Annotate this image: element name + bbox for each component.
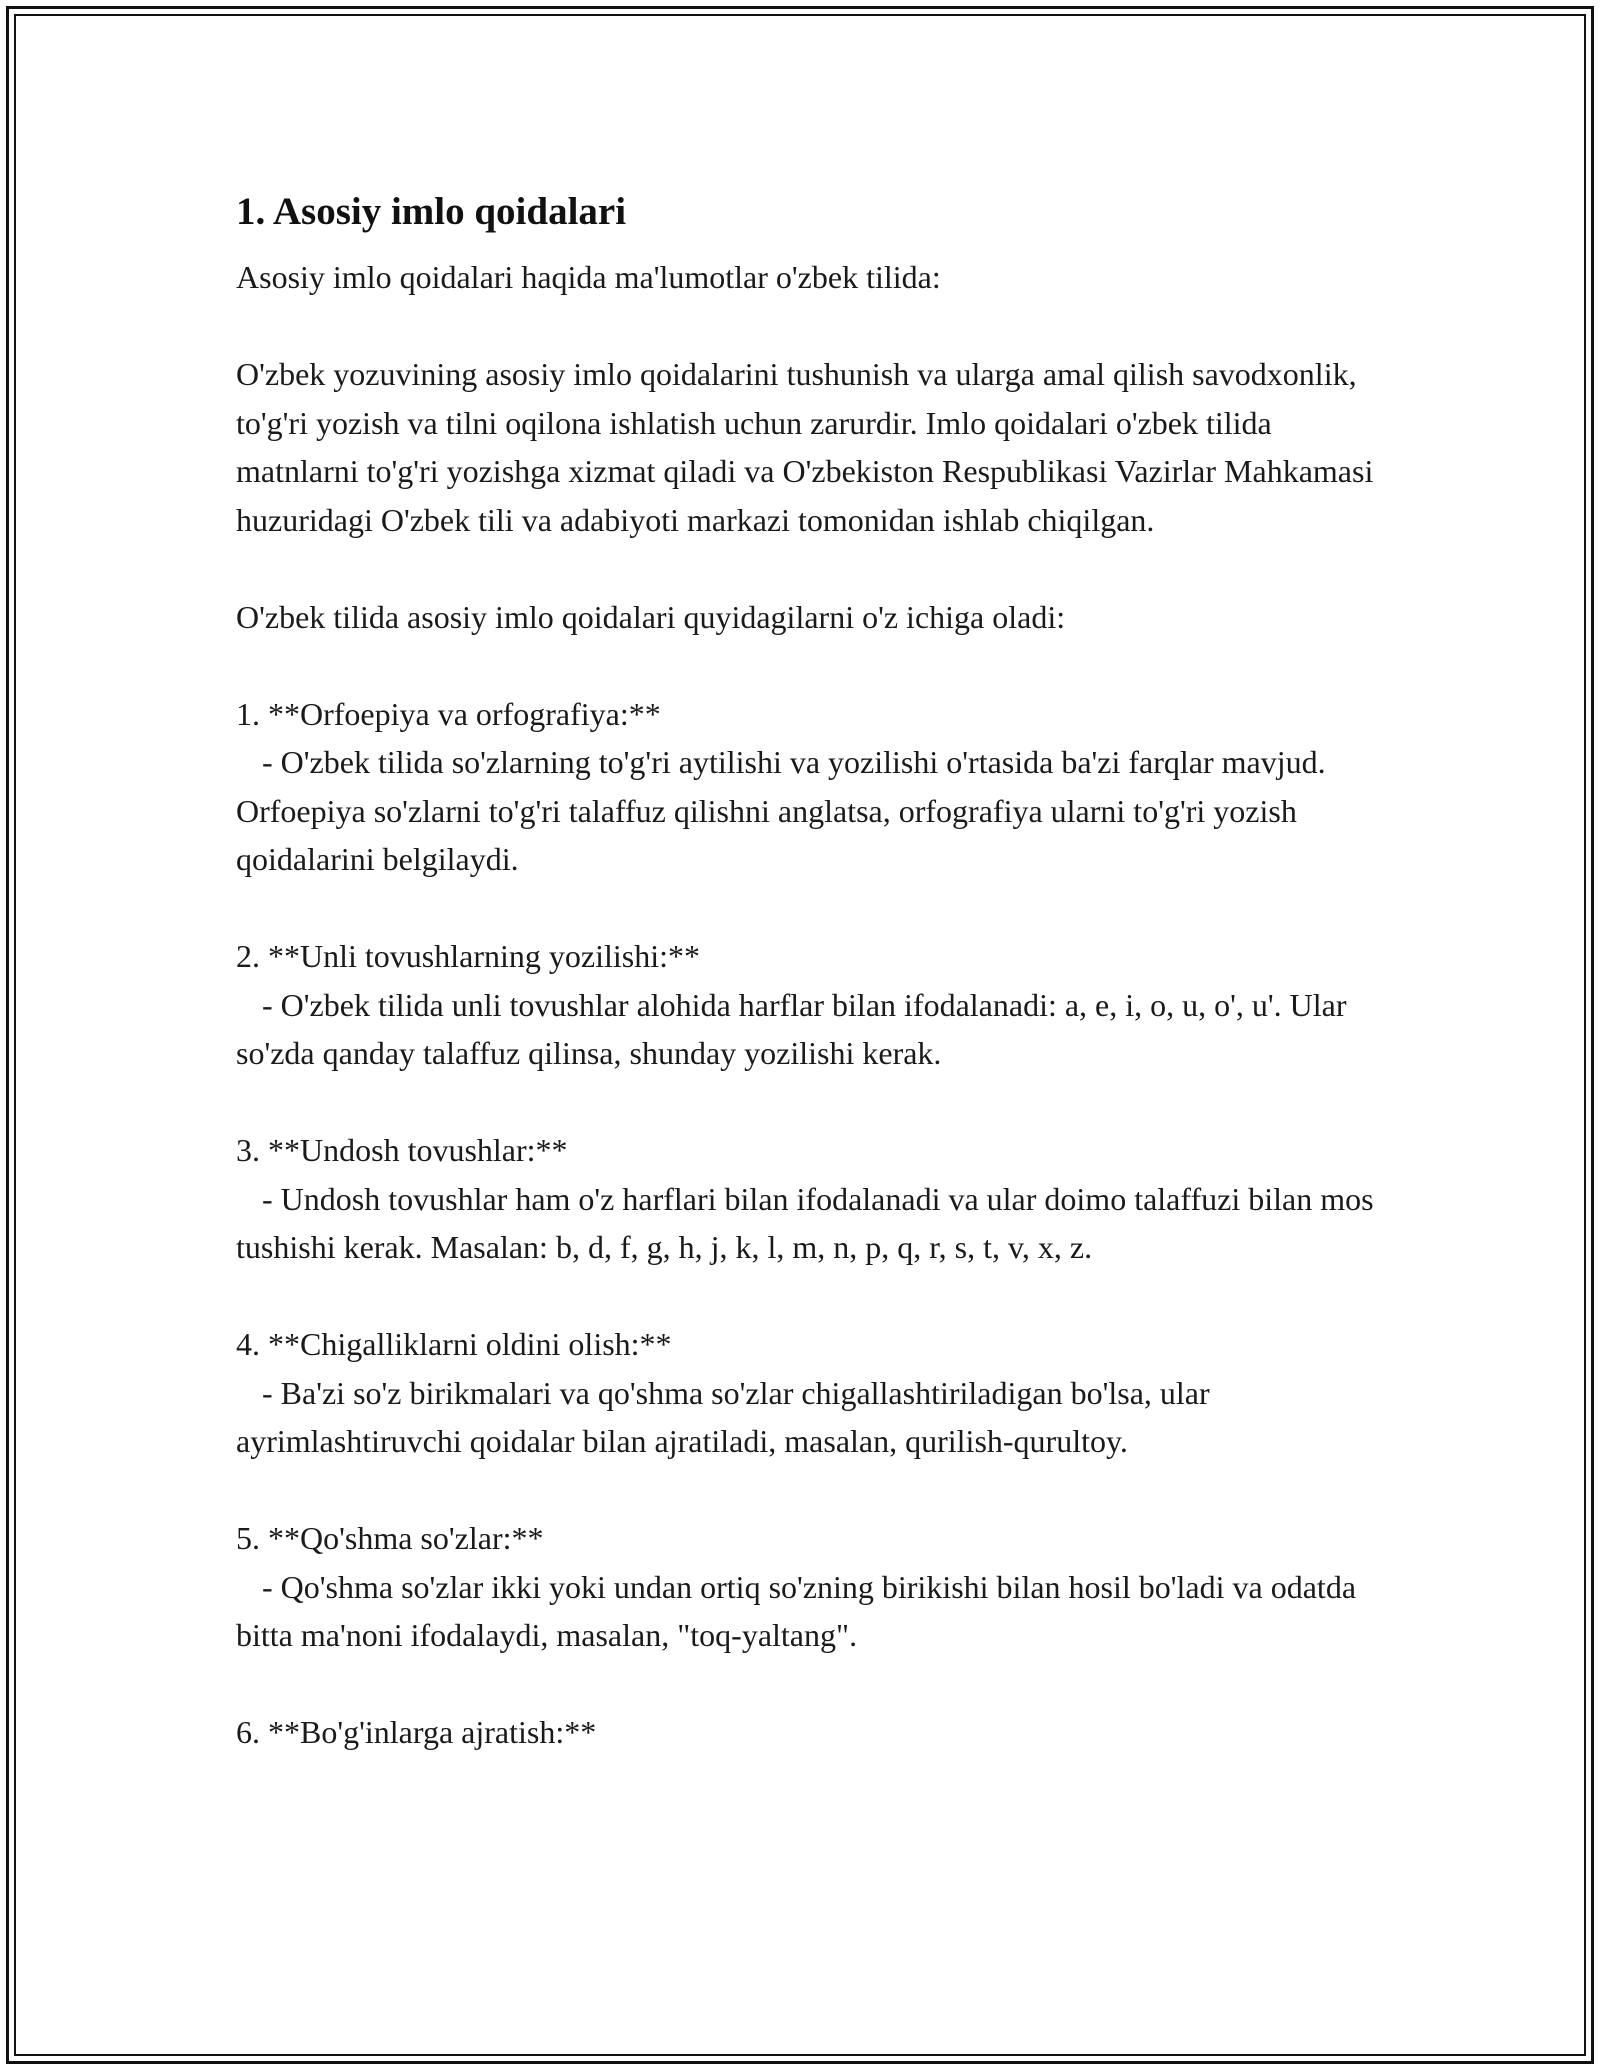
overview-paragraph: O'zbek yozuvining asosiy imlo qoidalarini tushunish va ularga amal qilish savodxonlik, to'g'ri yozish va tilni oqilona ishlatish uchun zarurdir. Imlo qoidalari o'zbek tilida matnlarni to'g'ri yozishga xizmat qiladi va O'zbekiston Respublikasi Vazirlar Mahkamasi huzuridagi O'zbek tili va adabiyoti markazi tomonidan ishlab chiqilgan. <box>236 356 1374 538</box>
rule-title: 2. **Unli tovushlarning yozilishi:** <box>236 938 700 974</box>
rule-item-4 <box>236 1320 1376 1466</box>
rule-title: 6. **Bo'g'inlarga ajratish:** <box>236 1714 597 1750</box>
intro-text: Asosiy imlo qoidalari haqida ma'lumotlar o'zbek tilida: <box>236 259 941 295</box>
rule-item-1 <box>236 690 1376 884</box>
list-lead-in: O'zbek tilida asosiy imlo qoidalari quyidagilarni o'z ichiga oladi: <box>236 598 1066 635</box>
rule-item-3 <box>236 1126 1376 1272</box>
rule-body: - O'zbek tilida so'zlarning to'g'ri aytilishi va yozilishi o'rtasida ba'zi farqlar mavjud. Orfoepiya so'zlarni to'g'ri talaffuz qilishni anglatsa, orfografiya ularni to'g'ri yozish qoidalarini belgilaydi. <box>236 744 1326 877</box>
rule-item-5 <box>236 1514 1376 1660</box>
rule-title: 1. **Orfoepiya va orfografiya:** <box>236 695 661 732</box>
rule-body: - O'zbek tilida unli tovushlar alohida harflar bilan ifodalanadi: a, e, i, o, u, o', u'. Ular so'zda qanday talaffuz qilinsa, shunday yozilishi kerak. <box>236 986 1347 1071</box>
rule-item-2 <box>236 932 1376 1078</box>
rule-body: - Ba'zi so'z birikmalari va qo'shma so'zlar chigallashtiriladigan bo'lsa, ular ayrimlashtiruvchi qoidalar bilan ajratiladi, masalan, qurilish-qurultoy. <box>236 1374 1210 1459</box>
rule-body: - Undosh tovushlar ham o'z harflari bilan ifodalanadi va ular doimo talaffuzi bilan mos tushishi kerak. Masalan: b, d, f, g, h, j, k, l, m, n, p, q, r, s, t, v, x, z. <box>236 1180 1374 1265</box>
rule-title: 3. **Undosh tovushlar:** <box>236 1132 568 1168</box>
section-heading: 1. Asosiy imlo qoidalari <box>236 190 627 233</box>
rule-item-6 <box>236 1708 1376 1757</box>
rule-title: 5. **Qo'shma so'zlar:** <box>236 1520 544 1556</box>
rule-body: - Qo'shma so'zlar ikki yoki undan ortiq so'zning birikishi bilan hosil bo'ladi va odatda bitta ma'noni ifodalaydi, masalan, "toq-yaltang". <box>236 1568 1357 1653</box>
document-body <box>236 183 1376 1805</box>
rule-title: 4. **Chigalliklarni oldini olish:** <box>236 1326 672 1362</box>
